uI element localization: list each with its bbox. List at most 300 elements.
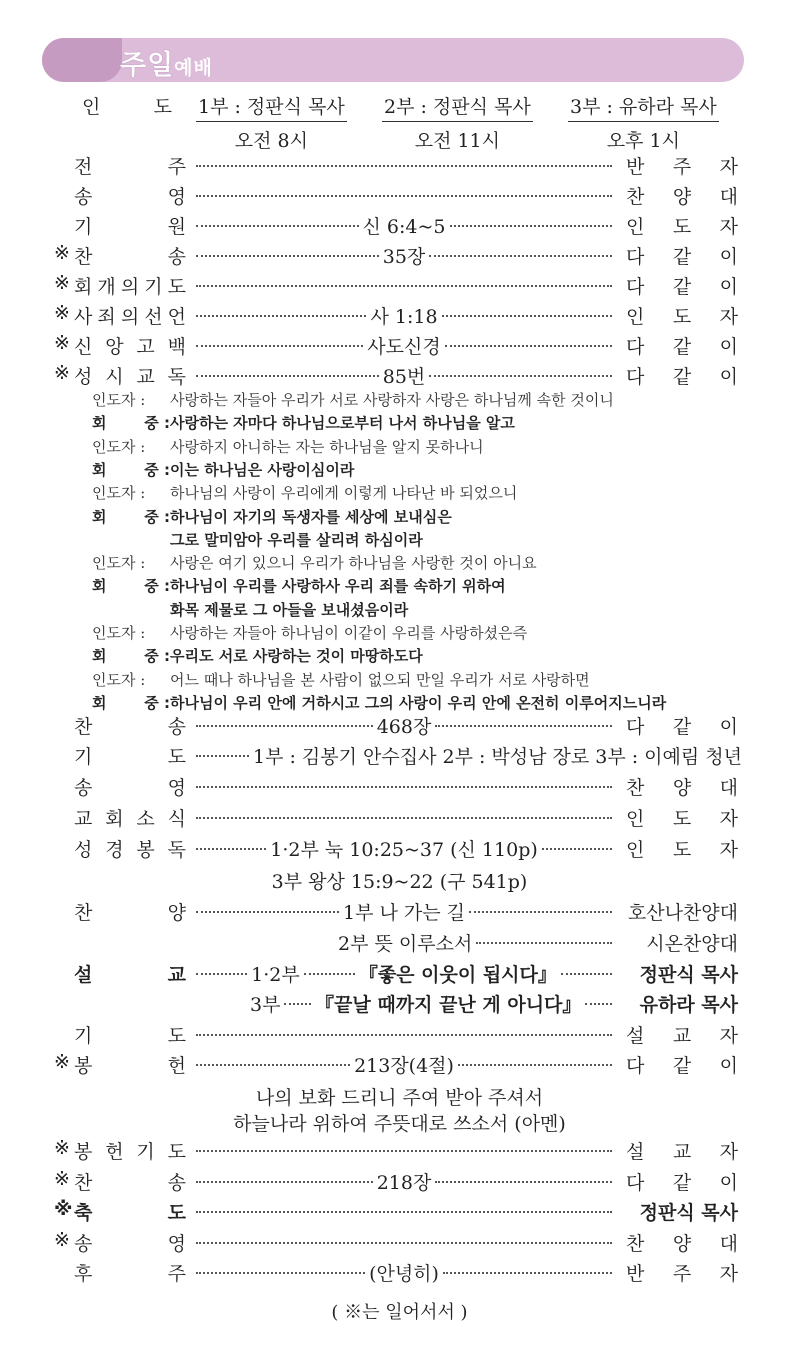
label-char: 헌	[167, 1055, 186, 1077]
order-item	[58, 898, 738, 928]
responsible-char: 설	[626, 1025, 645, 1047]
item-label-chars	[74, 242, 186, 269]
label-char: 앙	[105, 336, 124, 358]
sermon-part: 1·2부	[251, 964, 300, 986]
order-item	[54, 1051, 738, 1081]
item-detail	[192, 182, 616, 212]
label-char: 송	[167, 716, 186, 738]
label-char: 성	[74, 839, 93, 861]
standing-mark: ※	[54, 1198, 73, 1220]
dot-leader	[196, 1198, 612, 1213]
responsible-char: 인	[626, 306, 645, 328]
item-responsible: 유하라 목사	[639, 994, 738, 1016]
dot-leader	[476, 929, 612, 944]
item-detail	[192, 898, 616, 928]
responsive-text: 사랑하지 아니하는 자는 하나님을 알지 못하나니	[170, 437, 484, 456]
speaker-char: 중 :	[144, 647, 170, 666]
responsive-text: 하나님이 우리 안에 거하시고 그의 사랑이 우리 안에 온전히 이루어지느니라	[170, 693, 667, 712]
responsible-char: 자	[719, 1025, 738, 1047]
standing-mark: ※	[54, 332, 70, 354]
item-label	[58, 773, 186, 803]
banner-accent	[42, 38, 122, 82]
responsible-char: 설	[626, 1141, 645, 1163]
item-label-chars	[74, 1259, 186, 1286]
label-char: 영	[167, 777, 186, 799]
item-label	[54, 332, 186, 362]
dot-leader	[196, 1021, 612, 1036]
sermon-title: 『좋은 이웃이 됩시다』	[358, 964, 557, 986]
dot-leader	[196, 1051, 350, 1066]
label-char: 송	[167, 1171, 186, 1194]
speaker-char: 회	[92, 460, 107, 479]
item-center-text: 사 1:18	[370, 306, 438, 328]
order-item	[58, 1259, 738, 1289]
responsive-text: 우리도 서로 사랑하는 것이 마땅하도다	[170, 647, 423, 666]
offering-lyric: 하늘나라 위하여 주뜻대로 쓰소서 (아멘)	[233, 1113, 566, 1135]
standing-mark: ※	[54, 1167, 70, 1190]
label-char: 식	[167, 808, 186, 830]
label-char: 봉	[74, 1141, 93, 1163]
label-char: 영	[167, 186, 186, 208]
label-char: 언	[167, 306, 186, 328]
responsible-char: 자	[719, 839, 738, 861]
item-label	[58, 1259, 186, 1289]
label-char: 주	[167, 156, 186, 178]
responsive-line	[92, 529, 752, 553]
speaker-char: 회	[92, 577, 107, 596]
label-char: 시	[105, 366, 124, 388]
label-char: 송	[74, 777, 93, 799]
label-char: 백	[167, 336, 186, 358]
item-detail	[192, 1021, 616, 1051]
label-char: 도	[167, 1025, 186, 1047]
item-detail	[192, 1198, 616, 1228]
label-char: 독	[167, 839, 186, 861]
speaker-text: 인도자 :	[92, 437, 146, 456]
section-title: 주일예배	[120, 50, 213, 81]
item-center-text: 2부 뜻 이루소서	[338, 933, 473, 955]
order-item	[58, 742, 742, 772]
item-responsible: 정판식 목사	[639, 1202, 738, 1224]
item-detail	[192, 1168, 616, 1198]
item-detail	[192, 272, 616, 302]
item-responsible	[626, 182, 738, 212]
responsible-char: 인	[626, 839, 645, 861]
dot-leader	[196, 898, 339, 913]
item-responsible: 호산나찬양대	[627, 902, 738, 924]
item-label	[58, 1021, 186, 1051]
label-char: 전	[74, 156, 93, 178]
responsive-line	[92, 459, 752, 483]
responsible-char: 자	[719, 216, 738, 238]
dot-leader	[196, 1229, 612, 1244]
label-char: 도	[167, 1141, 186, 1163]
responsive-text: 어느 때나 하나님을 본 사람이 없으되 만일 우리가 서로 사랑하면	[170, 670, 590, 689]
responsive-text: 화목 제물로 그 아들을 보내셨음이라	[170, 600, 409, 619]
dot-leader	[196, 242, 379, 257]
order-item	[58, 1021, 738, 1051]
speaker-label	[92, 482, 170, 503]
responsive-text: 사랑하는 자들아 우리가 서로 사랑하자 사랑은 하나님께 속한 것이니	[170, 391, 614, 409]
item-responsible	[626, 212, 738, 242]
item-responsible	[626, 302, 738, 332]
item-responsible	[626, 272, 738, 302]
speaker-label	[92, 645, 170, 666]
standing-mark: ※	[54, 1051, 70, 1073]
speaker-label	[92, 459, 170, 480]
item-label-chars	[74, 742, 186, 769]
responsible-char: 자	[719, 1263, 738, 1285]
offering-lyric: 나의 보화 드리니 주여 받아 주셔서	[255, 1087, 544, 1109]
label-char: 송	[74, 1232, 93, 1255]
item-label	[58, 960, 186, 990]
responsive-line	[92, 575, 752, 599]
label-char: 찬	[74, 246, 93, 268]
responsible-char: 다	[626, 716, 645, 738]
item-detail	[192, 835, 616, 865]
responsible-char: 이	[719, 336, 738, 358]
anthem-line-2	[58, 929, 738, 959]
speaker-label	[92, 669, 170, 690]
label-char: 설	[74, 964, 93, 986]
responsible-char: 같	[672, 1055, 692, 1077]
responsible-char: 다	[626, 246, 645, 268]
dot-leader	[196, 362, 379, 377]
responsive-line	[92, 622, 752, 646]
item-label-chars	[74, 272, 186, 299]
item-label	[58, 835, 186, 865]
item-label-chars	[74, 182, 186, 209]
leader-service-1: 1부 : 정판식 목사 오전 8시	[196, 92, 347, 153]
speaker-label	[92, 506, 170, 527]
item-label-chars	[74, 1051, 186, 1078]
label-char: 회	[105, 808, 124, 830]
speaker-text: 인도자 :	[92, 554, 146, 573]
dot-leader	[196, 712, 373, 727]
dot-leader	[196, 960, 247, 975]
section-banner	[42, 38, 744, 82]
label-char: 기	[74, 1025, 93, 1047]
item-label-chars	[74, 960, 186, 987]
item-label	[58, 152, 186, 182]
item-detail	[192, 332, 616, 362]
dot-leader	[196, 182, 612, 197]
item-detail	[192, 302, 616, 332]
item-label-chars	[74, 152, 186, 179]
responsible-char: 양	[672, 1232, 692, 1255]
responsible-char: 다	[626, 366, 645, 388]
dot-leader	[542, 835, 612, 850]
label-char: 회	[74, 276, 93, 298]
responsible-char: 이	[719, 276, 738, 298]
responsive-line	[92, 389, 752, 413]
item-detail	[192, 773, 616, 803]
responsive-line	[92, 645, 752, 669]
item-responsible	[626, 152, 738, 182]
item-label	[58, 712, 186, 742]
item-detail	[192, 242, 616, 272]
speaker-text: 인도자 :	[92, 484, 146, 503]
responsive-line	[92, 552, 752, 576]
item-detail	[192, 742, 742, 772]
label-char: 도	[167, 746, 186, 768]
dot-leader	[429, 362, 612, 377]
dot-leader	[196, 212, 359, 227]
speaker-char: 회	[92, 693, 107, 712]
responsible-char: 도	[672, 216, 692, 238]
label-char: 기	[74, 216, 93, 238]
responsible-char: 자	[719, 808, 738, 830]
responsive-line	[92, 412, 752, 436]
item-label-chars	[74, 1198, 186, 1225]
label-char: 도	[167, 276, 186, 298]
item-detail	[338, 929, 616, 959]
responsible-char: 찬	[626, 777, 645, 799]
order-item	[58, 712, 738, 742]
responsive-line	[92, 482, 752, 506]
item-responsible	[626, 332, 738, 362]
item-responsible	[626, 1137, 738, 1167]
speaker-text: 인도자 :	[92, 391, 146, 409]
speaker-char: 중 :	[144, 414, 170, 433]
label-char: 양	[167, 902, 186, 924]
dot-leader	[435, 1168, 612, 1183]
item-detail	[192, 1229, 616, 1259]
dot-leader	[445, 332, 612, 347]
item-label-chars	[74, 712, 186, 739]
item-responsible: 정판식 목사	[639, 964, 738, 986]
speaker-label	[92, 575, 170, 596]
item-center-text: 468장	[376, 716, 432, 738]
responsible-char: 인	[626, 216, 645, 238]
item-label	[54, 1137, 186, 1167]
item-label-chars	[74, 1229, 186, 1256]
item-label-chars	[74, 212, 186, 239]
item-label-chars	[74, 1137, 186, 1164]
label-char: 교	[167, 964, 186, 986]
responsible-char: 도	[672, 306, 692, 328]
responsive-text: 하나님이 우리를 사랑하사 우리 죄를 속하기 위하여	[170, 577, 506, 596]
label-char: 도	[167, 1202, 186, 1224]
responsible-char: 다	[626, 336, 645, 358]
label-char: 의	[120, 276, 140, 298]
speaker-label	[92, 412, 170, 433]
responsive-line	[92, 599, 752, 623]
responsible-char: 찬	[626, 1232, 645, 1255]
item-label-chars	[74, 332, 186, 359]
dot-leader	[429, 242, 612, 257]
responsible-char: 찬	[626, 186, 645, 208]
dot-leader	[435, 712, 612, 727]
standing-mark: ※	[54, 302, 70, 324]
order-item	[58, 835, 738, 865]
responsible-char: 같	[672, 716, 692, 738]
label-char: 원	[167, 216, 186, 238]
dot-leader	[585, 990, 612, 1005]
standing-mark: ※	[54, 362, 70, 384]
item-responsible	[626, 773, 738, 803]
label-char: 기	[144, 276, 163, 298]
item-detail	[192, 1259, 616, 1289]
speaker-char: 회	[92, 507, 107, 526]
item-responsible	[626, 1021, 738, 1051]
order-item	[54, 362, 738, 392]
item-detail	[192, 804, 616, 834]
item-center-text: 35장	[382, 246, 426, 268]
dot-leader	[469, 898, 612, 913]
label-char: 송	[167, 246, 186, 268]
item-label-chars	[74, 362, 186, 389]
responsible-char: 이	[719, 1171, 738, 1194]
speaker-char: 중 :	[144, 460, 170, 479]
label-char: 의	[120, 306, 140, 328]
leaders-label: 인 도	[82, 96, 172, 118]
speaker-char: 중 :	[144, 693, 170, 712]
item-detail	[192, 152, 616, 182]
responsive-text: 사랑하는 자들아 하나님이 이같이 우리를 사랑하셨은즉	[170, 624, 528, 642]
label-char: 후	[74, 1263, 93, 1285]
responsible-char: 교	[672, 1025, 692, 1047]
speaker-label	[92, 552, 170, 573]
speaker-label	[92, 389, 170, 410]
responsive-text: 하나님의 사랑이 우리에게 이렇게 나타난 바 되었으니	[170, 484, 518, 503]
label-char: 기	[136, 1141, 155, 1163]
responsible-char: 이	[719, 716, 738, 738]
item-center-text: 85번	[382, 366, 426, 388]
order-item	[54, 272, 738, 302]
speaker-char: 중 :	[144, 507, 170, 526]
responsive-text: 이는 하나님은 사랑이심이라	[170, 460, 355, 479]
dot-leader	[196, 1137, 612, 1152]
item-responsible	[626, 1051, 738, 1081]
label-char: 소	[136, 808, 155, 830]
item-center-text: 신 6:4~5	[362, 216, 446, 238]
responsible-char: 같	[672, 1171, 692, 1194]
responsible-char: 이	[719, 246, 738, 268]
item-label	[54, 1051, 186, 1081]
order-item	[58, 212, 738, 242]
dot-leader	[196, 742, 249, 757]
responsible-char: 교	[672, 1141, 692, 1163]
order-item	[58, 773, 738, 803]
responsive-text: 하나님이 자기의 독생자를 세상에 보내심은	[170, 507, 452, 526]
label-char: 헌	[105, 1141, 124, 1163]
item-center-text: 218장	[376, 1171, 432, 1194]
item-label-chars	[74, 1168, 186, 1195]
speaker-text: 인도자 :	[92, 624, 146, 642]
speaker-label	[92, 692, 170, 713]
item-responsible	[626, 1229, 738, 1259]
order-item	[58, 182, 738, 212]
responsible-char: 자	[719, 306, 738, 328]
speaker-text: 인도자 :	[92, 670, 146, 689]
label-char: 교	[136, 366, 155, 388]
dot-leader	[561, 960, 612, 975]
item-detail	[250, 990, 616, 1020]
item-center-text: 사도신경	[367, 336, 441, 358]
item-detail	[192, 212, 616, 242]
label-char: 봉	[136, 839, 155, 861]
responsive-line	[92, 669, 752, 693]
item-detail	[192, 1051, 616, 1081]
item-label-chars	[74, 835, 186, 862]
item-responsible	[626, 712, 738, 742]
label-char: 경	[105, 839, 124, 861]
item-label	[54, 1228, 186, 1259]
item-center-text: 1부 나 가는 길	[343, 902, 465, 924]
item-label	[54, 302, 186, 332]
responsible-char: 반	[626, 1263, 645, 1285]
order-item	[54, 1198, 738, 1228]
item-center-text: 1·2부 눅 10:25~37 (신 110p)	[270, 839, 538, 861]
order-item	[58, 152, 738, 182]
responsible-char: 같	[672, 366, 692, 388]
label-char: 봉	[74, 1055, 93, 1077]
item-detail	[192, 1137, 616, 1167]
order-item	[54, 242, 738, 272]
item-responsible	[626, 362, 738, 392]
responsible-char: 다	[626, 1171, 645, 1194]
item-label	[58, 804, 186, 834]
responsible-char: 양	[672, 777, 692, 799]
speaker-char: 회	[92, 647, 107, 666]
item-responsible	[626, 242, 738, 272]
label-char: 영	[167, 1232, 186, 1255]
responsible-char: 자	[719, 156, 738, 178]
responsible-char: 도	[672, 808, 692, 830]
label-char: 기	[74, 746, 93, 768]
item-label-chars	[74, 302, 186, 329]
responsible-char: 반	[626, 156, 645, 178]
label-char: 찬	[74, 716, 93, 738]
dot-leader	[196, 1259, 365, 1274]
standing-mark: ※	[54, 1228, 70, 1251]
speaker-char: 회	[92, 414, 107, 433]
responsible-char: 인	[626, 808, 645, 830]
item-center-text: (안녕히)	[369, 1263, 439, 1285]
responsible-char: 같	[672, 276, 692, 298]
responsible-char: 양	[672, 186, 692, 208]
label-char: 교	[74, 808, 93, 830]
item-label	[54, 1167, 186, 1198]
item-responsible: 시온찬양대	[646, 933, 738, 955]
item-label	[54, 1198, 186, 1228]
prayer-leaders: 1부 : 김봉기 안수집사 2부 : 박성남 장로 3부 : 이예림 청년	[253, 746, 742, 768]
item-label	[54, 272, 186, 302]
dot-leader	[304, 960, 355, 975]
responsive-text: 그로 말미암아 우리를 살리려 하심이라	[170, 530, 423, 549]
label-char: 찬	[74, 902, 93, 924]
item-label-chars	[74, 898, 186, 925]
responsible-char: 주	[672, 1263, 692, 1285]
dot-leader	[196, 1168, 373, 1183]
label-char: 성	[74, 366, 93, 388]
sermon-line-2	[58, 990, 738, 1020]
label-char: 고	[136, 336, 155, 358]
item-label	[58, 212, 186, 242]
dot-leader	[196, 152, 612, 167]
responsible-char: 다	[626, 1055, 645, 1077]
item-detail	[192, 712, 616, 742]
sermon-part: 3부	[250, 994, 281, 1016]
item-label-chars	[74, 773, 186, 800]
responsible-char: 자	[719, 1141, 738, 1163]
dot-leader	[196, 332, 363, 347]
order-item	[54, 1137, 738, 1167]
standing-mark: ※	[54, 242, 70, 264]
label-char: 개	[97, 276, 116, 298]
leader-service-3: 3부 : 유하라 목사 오후 1시	[568, 92, 719, 153]
